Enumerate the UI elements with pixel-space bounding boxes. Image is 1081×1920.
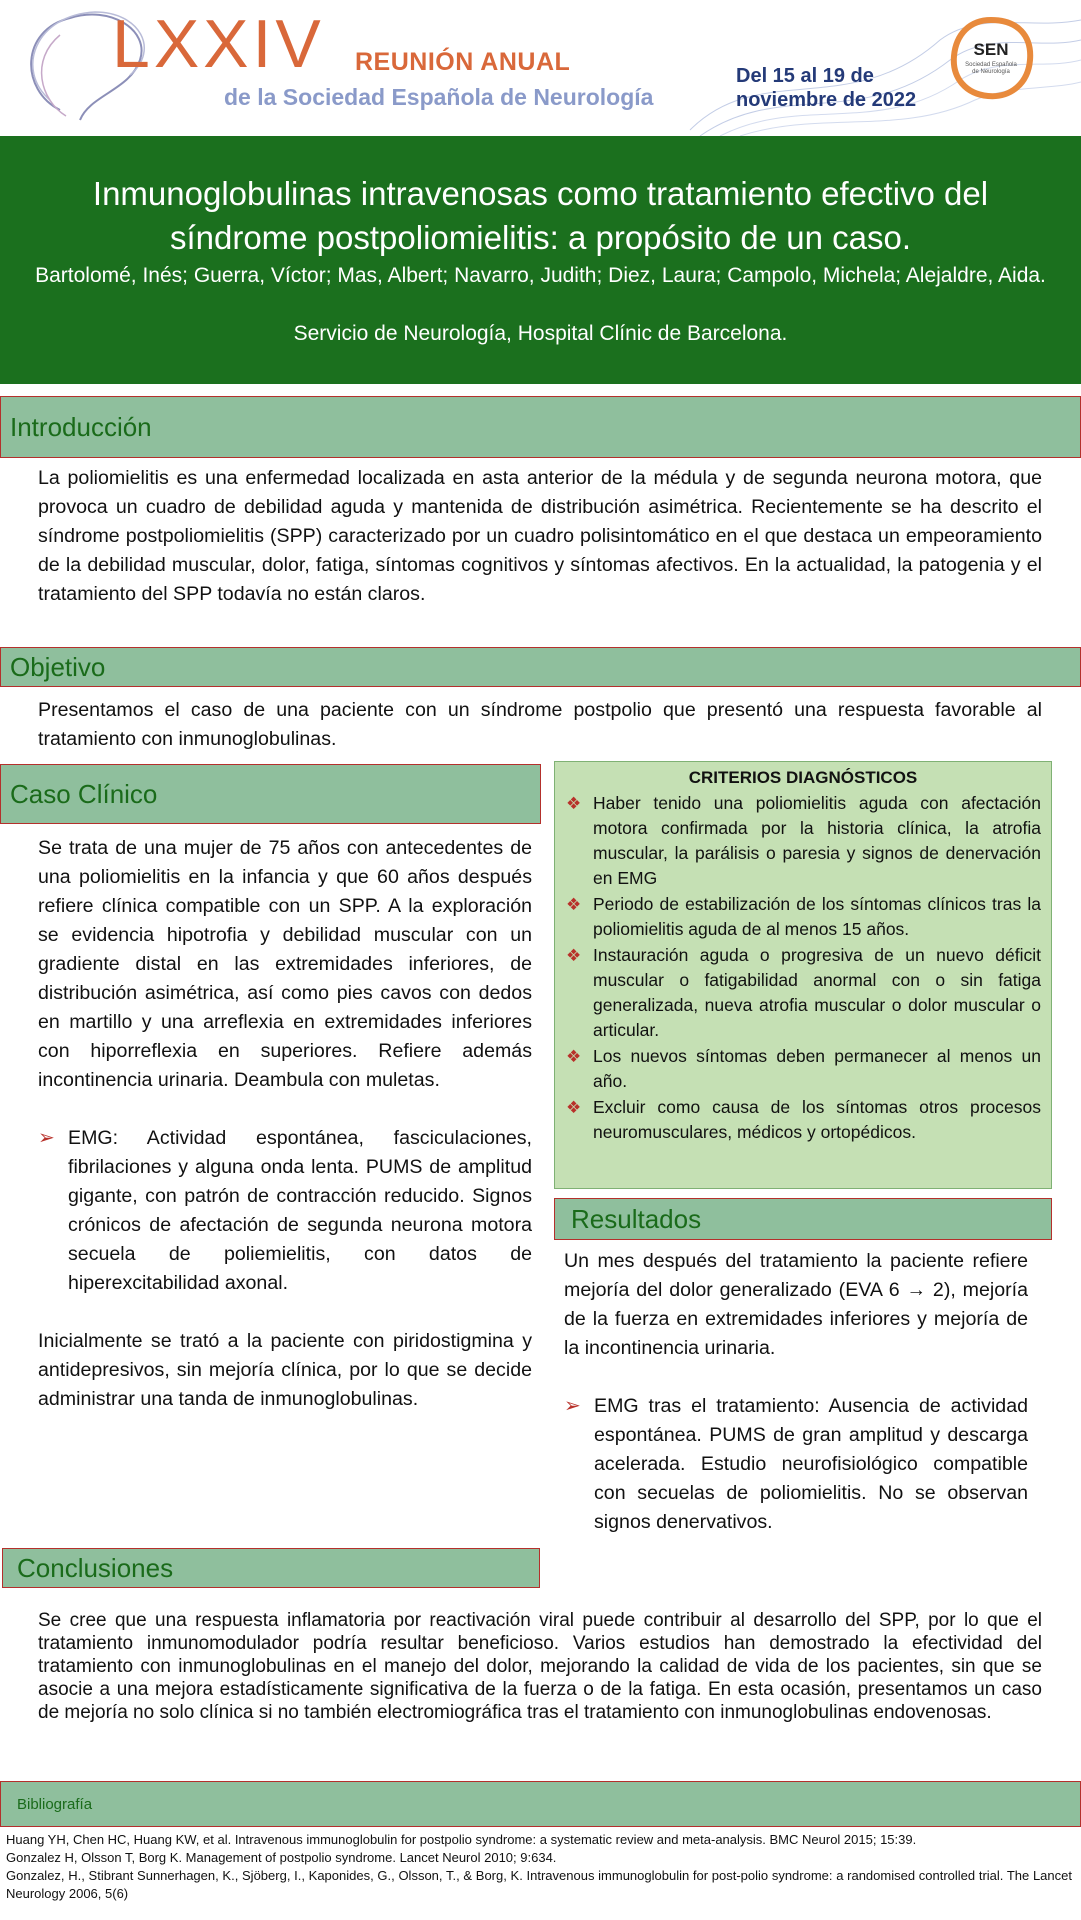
bibliografia-heading: Bibliografía xyxy=(0,1781,1081,1827)
sen-logo-subtitle: Sociedad Española de Neurología xyxy=(965,62,1017,75)
resultados-emg-list xyxy=(564,1392,1028,1537)
introduccion-text: La poliomielitis es una enfermedad localizada en asta anterior de la médula y de segunda neurona motora, que provoca un cuadro de debilidad aguda y mantenida de distribución asimétrica. Recientemente se ha descrito el síndrome postpoliomielitis (SPP) caracterizado por un cuadro polisintomático en el que destaca un empeoramiento de la debilidad muscular, dolor, fatiga, síntomas cognitivos y síntomas afectivos. En la actualidad, la patogenia y el tratamiento del SPP todavía no están claros. xyxy=(38,467,1042,605)
diamond-quad-icon: ❖ xyxy=(566,1047,582,1066)
list-item: ➢ EMG tras el tratamiento: Ausencia de actividad espontánea. PUMS de gran amplitud y descarga acelerada. Estudio neurofisiológico compatible con secuelas de poliomielitis. No se observan signos denervativos. xyxy=(564,1392,1028,1537)
edition-number: LXXIV xyxy=(112,6,325,82)
conclusiones-heading: Conclusiones xyxy=(2,1548,540,1588)
list-item: ❖ Periodo de estabilización de los síntomas clínicos tras la poliomielitis aguda de al menos 15 años. xyxy=(566,894,1041,939)
diamond-quad-icon: ❖ xyxy=(566,895,582,914)
criterios-box xyxy=(554,761,1052,1189)
congress-header xyxy=(0,0,1081,136)
meeting-title: REUNIÓN ANUAL xyxy=(355,48,571,76)
criterios-list xyxy=(565,791,1041,1145)
title-band xyxy=(0,136,1081,384)
caso-clinico-heading: Caso Clínico xyxy=(0,764,541,824)
list-item: ❖ Los nuevos síntomas deben permanecer al menos un año. xyxy=(566,1046,1041,1091)
list-item: ❖ Instauración aguda o progresiva de un nuevo déficit muscular o fatigabilidad anormal con o sin fatiga generalizada, nueva atrofia muscular o dolor muscular o articular. xyxy=(566,945,1041,1040)
dates-line-2: noviembre de 2022 xyxy=(736,89,917,111)
diamond-quad-icon: ❖ xyxy=(566,794,582,813)
diamond-quad-icon: ❖ xyxy=(566,1098,582,1117)
objetivo-text: Presentamos el caso de una paciente con un síndrome postpolio que presentó una respuesta favorable al tratamiento con inmunoglobulinas. xyxy=(38,699,1042,750)
objetivo-heading: Objetivo xyxy=(0,647,1081,687)
caso-emg-list xyxy=(38,1124,532,1298)
reference: Gonzalez, H., Stibrant Sunnerhagen, K., Sjöberg, I., Kaponides, G., Olsson, T., & Borg, K. Intravenous immunoglobulin for post-polio syndrome: a randomised controlled trial. The Lancet Neurology 2006, 5(6) xyxy=(6,1868,1072,1901)
resultados-heading: Resultados xyxy=(554,1198,1052,1240)
criterios-heading: CRITERIOS DIAGNÓSTICOS xyxy=(688,768,918,787)
arrow-bullet-icon: ➢ xyxy=(564,1395,581,1417)
caso-treatment-paragraph: Inicialmente se trató a la paciente con piridostigmina y antidepresivos, sin mejoría clínica, por lo que se decide administrar una tanda de inmunoglobulinas. xyxy=(38,1330,532,1410)
list-item: ❖ Excluir como causa de los síntomas otros procesos neuromusculares, médicos y ortopédicos. xyxy=(566,1097,1041,1142)
diamond-quad-icon: ❖ xyxy=(566,946,582,965)
introduccion-heading: Introducción xyxy=(0,396,1081,458)
affiliation: Servicio de Neurología, Hospital Clínic de Barcelona. xyxy=(293,322,788,345)
caso-paragraph: Se trata de una mujer de 75 años con antecedentes de una poliomielitis en la infancia y que 60 años después refiere clínica compatible con un SPP. A la exploración se evidencia hipotrofia y debilidad muscular con un gradiente distal en las extremidades inferiores, de distribución asimétrica, así como pies cavos con dedos en martillo y una arreflexia en extremidades inferiores con hiporreflexia en superiores. Refiere además incontinencia urinaria. Deambula con muletas. xyxy=(38,837,532,1091)
reference: Gonzalez H, Olsson T, Borg K. Management of postpolio syndrome. Lancet Neurol 2010; 9:634. xyxy=(6,1850,557,1865)
reference: Huang YH, Chen HC, Huang KW, et al. Intravenous immunoglobulin for postpolio syndrome: a systematic review and meta-analysis. BMC Neurol 2015; 15:39. xyxy=(6,1832,917,1847)
authors: Bartolomé, Inés; Guerra, Víctor; Mas, Albert; Navarro, Judith; Diez, Laura; Campolo, Michela; Alejaldre, Aida. xyxy=(35,264,1046,287)
poster-title: Inmunoglobulinas intravenosas como tratamiento efectivo del síndrome postpoliomielitis: a propósito de un caso. xyxy=(92,175,989,256)
list-item: ➢ EMG: Actividad espontánea, fasciculaciones, fibrilaciones y alguna onda lenta. PUMS de amplitud gigante, con patrón de contracción reducido. Signos crónicos de afectación de segunda neurona motora secuela de poliemielitis, con datos de hiperexcitabilidad axonal. xyxy=(38,1124,532,1298)
resultados-paragraph: Un mes después del tratamiento la paciente refiere mejoría del dolor generalizado (EVA 6 → 2), mejoría de la fuerza en extremidades inferiores y mejoría de la incontinencia urinaria. xyxy=(564,1250,1028,1359)
bibliografia-list xyxy=(6,1831,1072,1903)
dates-line-1: Del 15 al 19 de xyxy=(736,65,874,87)
society-name: de la Sociedad Española de Neurología xyxy=(224,84,654,110)
sen-logo-text: SEN xyxy=(973,40,1009,59)
conclusiones-text: Se cree que una respuesta inflamatoria por reactivación viral puede contribuir al desarrollo del SPP, por lo que el tratamiento inmunomodulador podría resultar beneficioso. Varios estudios han demostrado la efectividad del tratamiento con inmunoglobulinas en el manejo del dolor, mejorando la calidad de vida de los pacientes, sin que se asocie a una mejora estadísticamente significativa de la fuerza o de la fatiga. En esta ocasión, presentamos un caso de mejoría no solo clínica si no también electromiográfica tras el tratamiento con inmunoglobulinas endovenosas. xyxy=(38,1610,1042,1723)
list-item: ❖ Haber tenido una poliomielitis aguda con afectación motora confirmada por la historia clínica, la atrofia muscular, la parálisis o paresia y signos de denervación en EMG xyxy=(566,793,1041,888)
caso-clinico-body xyxy=(38,834,532,1414)
meeting-dates xyxy=(736,64,916,112)
resultados-body xyxy=(564,1247,1028,1537)
arrow-bullet-icon: ➢ xyxy=(38,1127,55,1149)
